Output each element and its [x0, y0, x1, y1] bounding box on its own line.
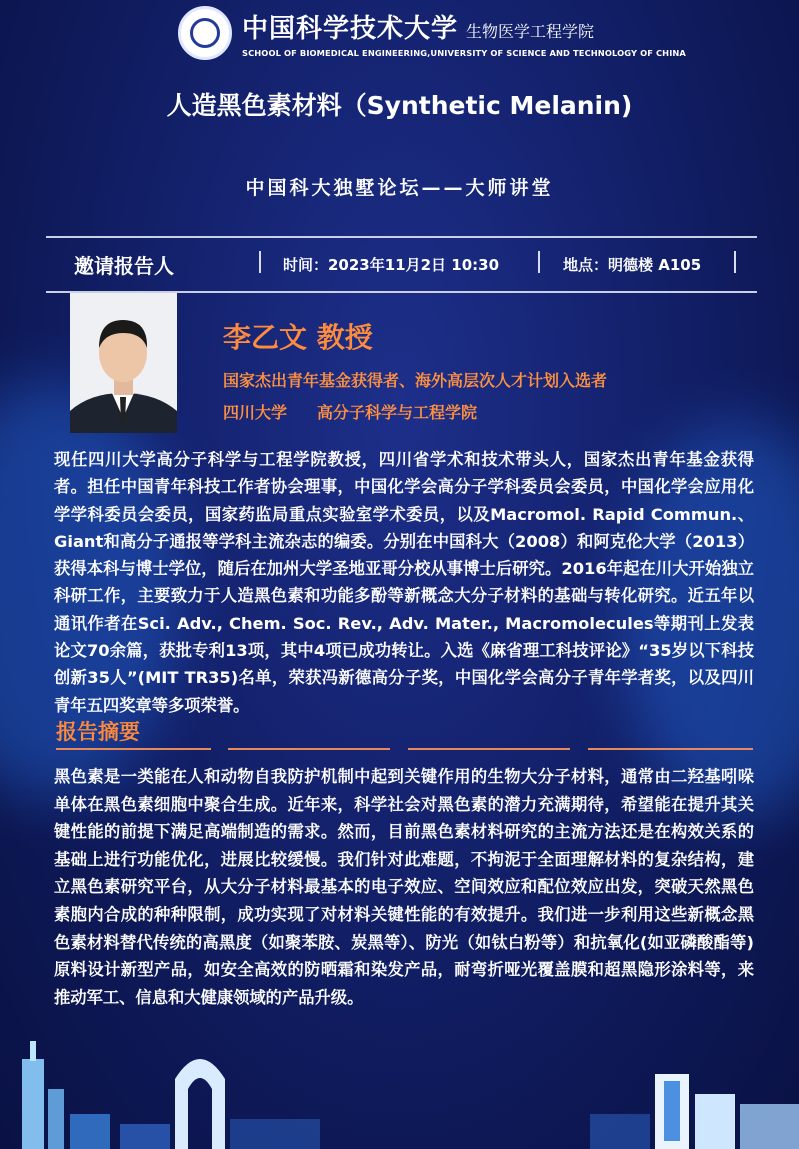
speaker-photo — [70, 293, 177, 433]
divider — [734, 251, 736, 273]
speaker-affiliation — [223, 400, 477, 423]
school-header — [178, 8, 686, 58]
university-seal-icon — [178, 6, 232, 60]
speaker-university: 四川大学 — [223, 403, 288, 422]
school-english-name: SCHOOL OF BIOMEDICAL ENGINEERING,UNIVERSITY OF SCIENCE AND TECHNOLOGY OF CHINA — [242, 48, 686, 58]
divider — [56, 748, 211, 750]
event-time: 时间：2023年11月2日 10:30 — [283, 256, 500, 274]
event-location: 地点：明德楼 A105 — [563, 256, 702, 274]
speaker-honors: 国家杰出青年基金获得者、海外高层次人才计划入选者 — [223, 371, 608, 390]
speaker-department: 高分子科学与工程学院 — [317, 403, 478, 422]
divider — [538, 251, 540, 273]
school-name: 生物医学工程学院 — [466, 22, 595, 41]
university-name: 中国科学技术大学 — [242, 14, 459, 44]
abstract-text: 黑色素是一类能在人和动物自我防护机制中起到关键作用的生物大分子材料，通常由二羟基吲哚单体在黑色素细胞中聚合生成。近年来，科学社会对黑色素的潜力充满期待，希望能在提升其关键性能的前提下满足高端制造的需求。然而，目前黑色素材料研究的主流方法还是在构效关系的基础上进行功能优化，进展比较缓慢。我们针对此难题，不拘泥于全面理解材料的复杂结构，建立黑色素研究平台，从大分子材料最基本的电子效应、空间效应和配位效应出发，突破天然黑色素胞内合成的种种限制，成功实现了对材料关键性能的有效提升。我们进一步利用这些新概念黑色素材料替代传统的高黑度（如聚苯胺、炭黑等）、防光（如钛白粉等）和抗氧化(如亚磷酸酯等)原料设计新型产品，如安全高效的防晒霜和染发产品，耐弯折哑光覆盖膜和超黑隐形涂料等，来推动军工、信息和大健康领域的产品升级。 — [54, 767, 754, 1007]
divider — [228, 748, 390, 750]
divider — [408, 748, 570, 750]
lecture-title: 人造黑色素材料（Synthetic Melanin) — [166, 91, 633, 120]
speaker-bio: 现任四川大学高分子科学与工程学院教授，四川省学术和技术带头人，国家杰出青年基金获得者。担任中国青年科技工作者协会理事，中国化学会高分子学科委员会委员，中国化学会应用化学学科委员会委员，国家药监局重点实验室学术委员，以及Macromol. Rapid Commun.、Giant和高分子通报等学科主流杂志的编委。分别在中国科大（2008）和阿克伦大学（2013）获得本科与博士学位，随后在加州大学圣地亚哥分校从事博士后研究。2016年起在川大开始独立科研工作，主要致力于人造黑色素和功能多酚等新概念大分子材料的基础与转化研究。近五年以通讯作者在Sci. Adv., Chem. Soc. Rev., Adv. Mater., Macromolecules等期刊上发表论文70余篇，获批专利13项，其中4项已成功转让。入选《麻省理工科技评论》“35岁以下科技创新35人”(MIT TR35)名单，荣获冯新德高分子奖，中国化学会高分子青年学者奖，以及四川青年五四奖章等多项荣誉。 — [54, 450, 754, 715]
divider — [259, 251, 261, 273]
info-bar — [46, 236, 757, 293]
invited-speaker-label: 邀请报告人 — [74, 254, 174, 278]
divider — [588, 748, 753, 750]
abstract-heading: 报告摘要 — [56, 720, 140, 744]
forum-name: 中国科大独墅论坛——大师讲堂 — [245, 177, 554, 199]
speaker-name: 李乙文 教授 — [223, 321, 373, 354]
city-skyline-illustration — [0, 1019, 799, 1149]
